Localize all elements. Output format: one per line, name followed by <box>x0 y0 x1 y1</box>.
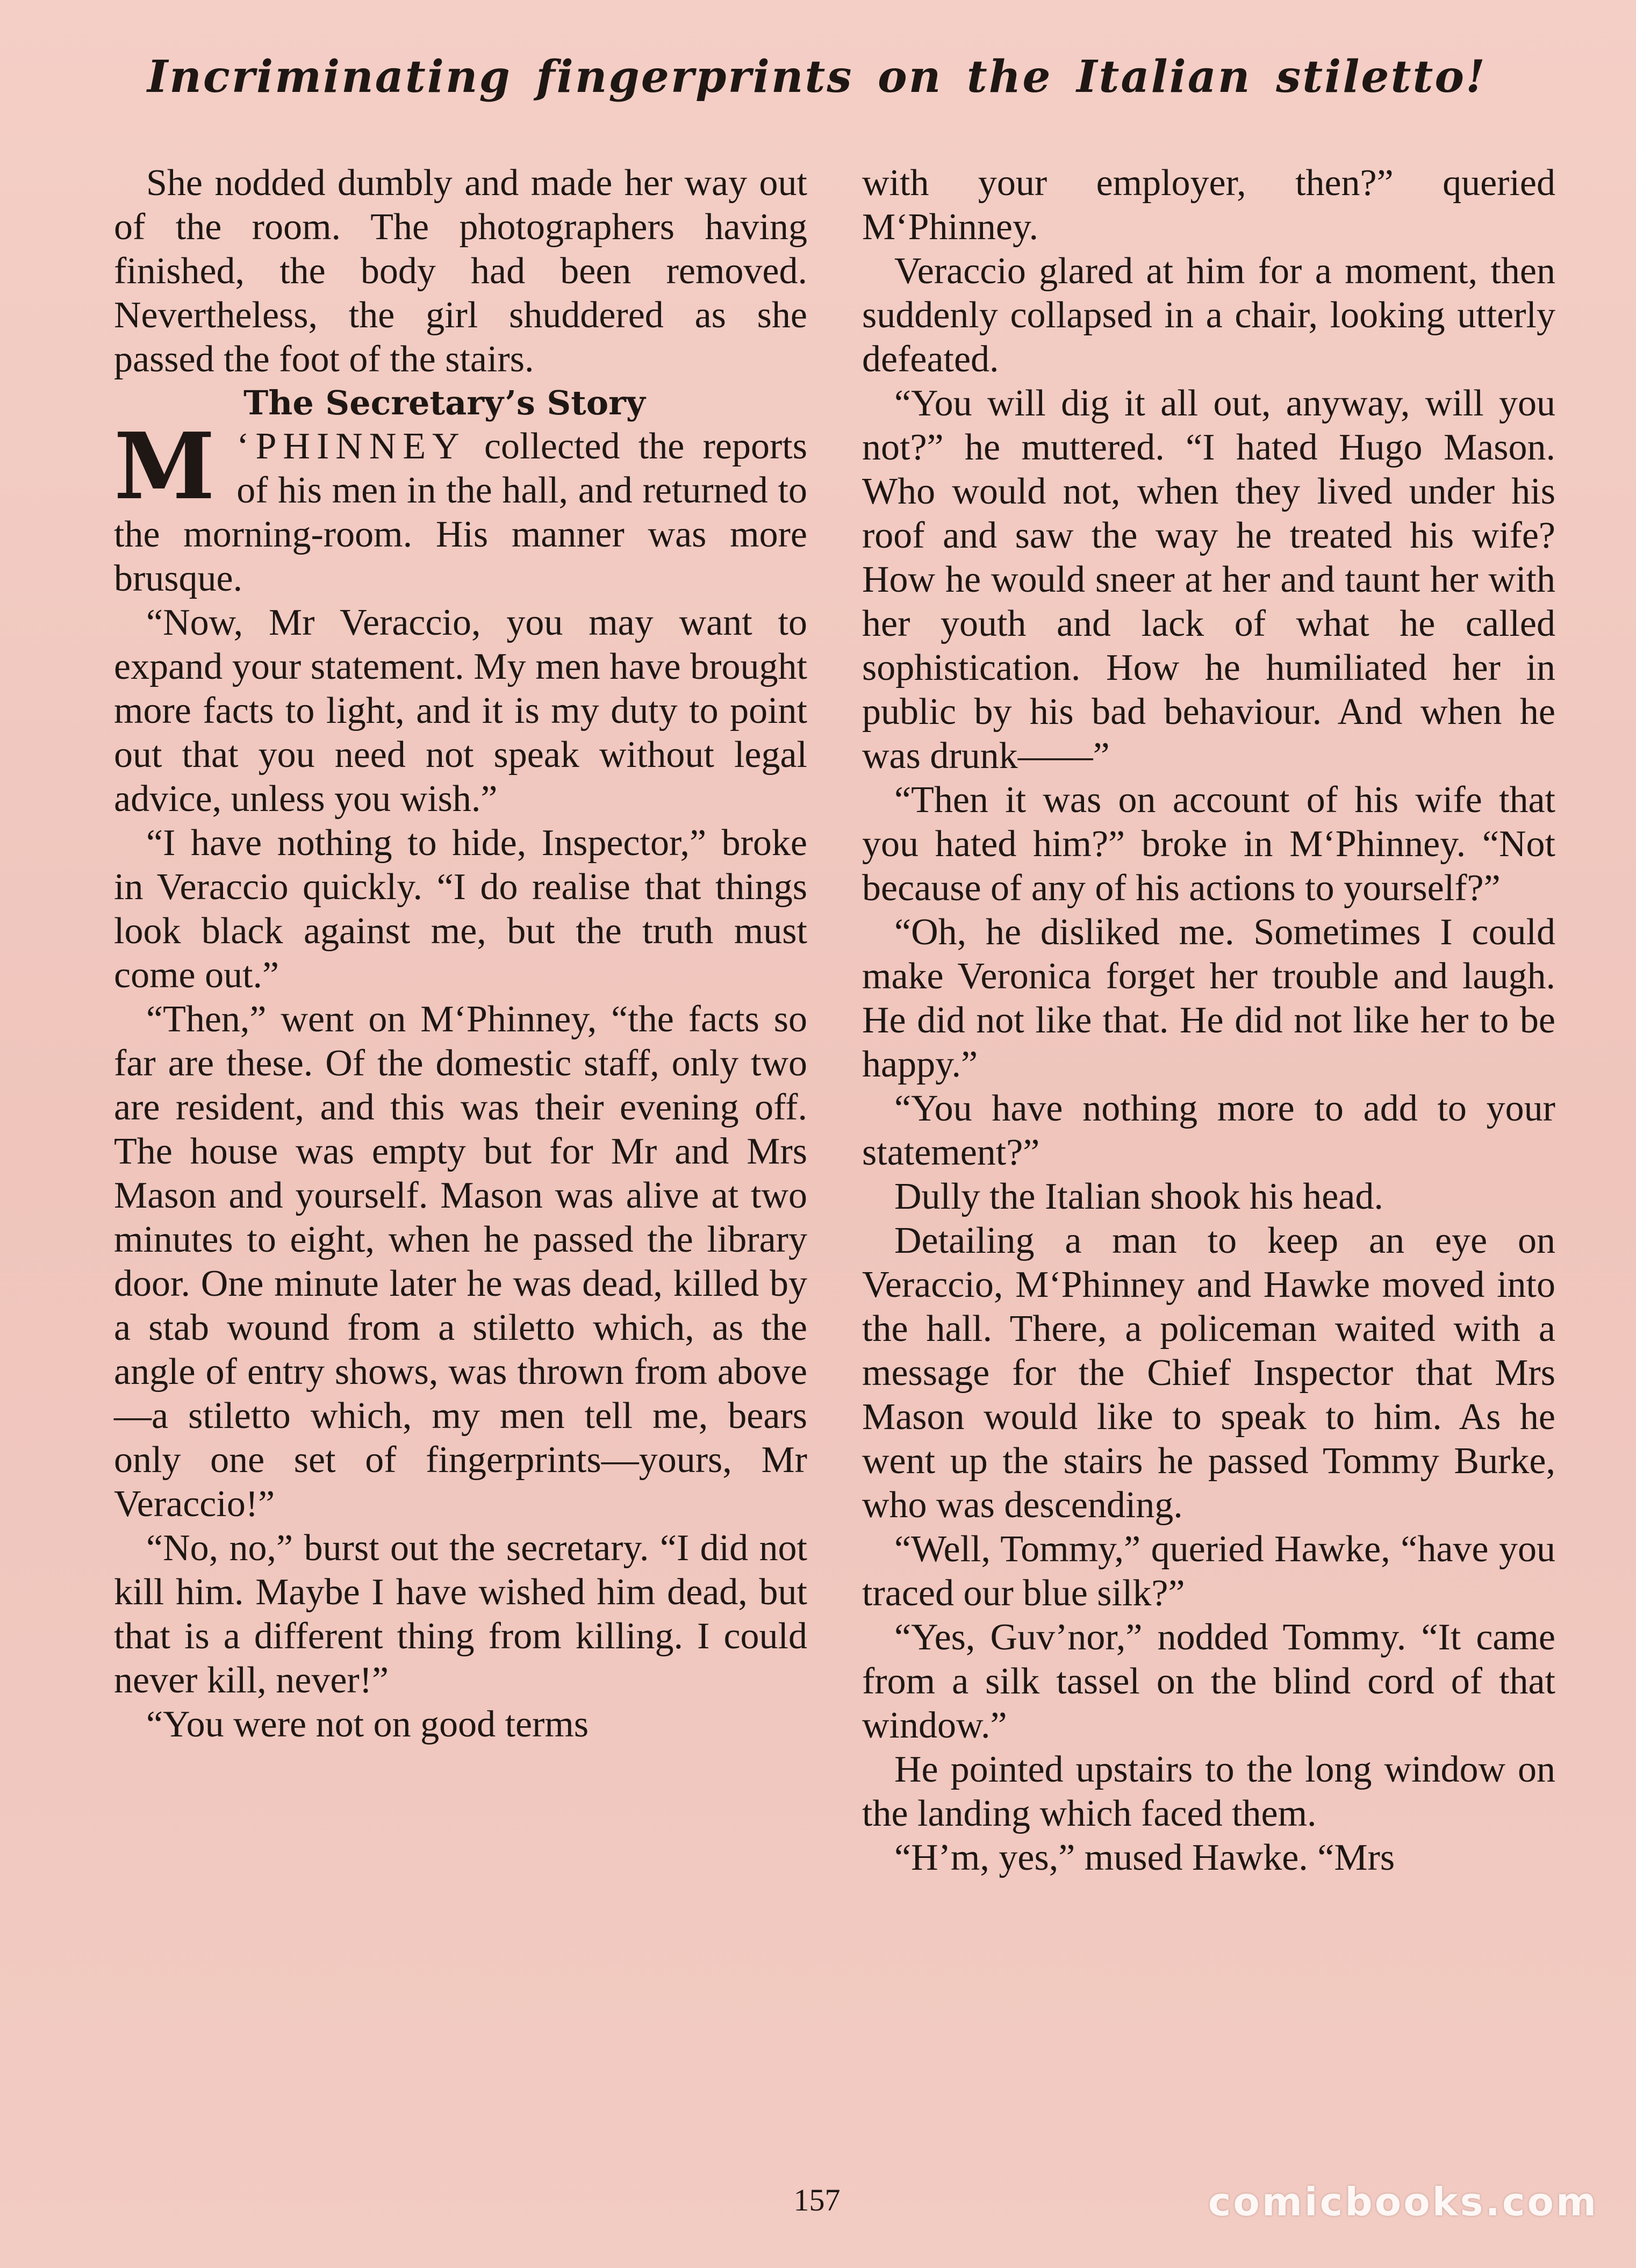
story-paragraph: “Then,” went on M‘Phinney, “the facts so far are these. Of the domestic staff, only two are resident, and this was their evening off. The house was empty but for Mr and Mrs Mason and yourself. Mason was alive at two minutes to eight, when he passed the library door. One minute later he was dead, killed by a stab wound from a stiletto which, as the angle of entry shows, was thrown from above—a stiletto which, my men tell me, bears only one set of fingerprints—yours, Mr Veraccio!” <box>114 999 807 1525</box>
dropcap-paragraph <box>114 413 807 601</box>
story-paragraph-continued: with your employer, then?” queried M‘Phinney. <box>862 162 1555 248</box>
story-paragraph: “I have nothing to hide, Inspector,” broke in Veraccio quickly. “I do realise that things look black against me, but the truth must come out.” <box>114 822 807 996</box>
story-paragraph: “Then it was on account of his wife that you hated him?” broke in M‘Phinney. “Not because of any of his actions to yourself?” <box>862 779 1555 909</box>
drop-cap-letter: M <box>114 413 216 520</box>
story-paragraph: “You have nothing more to add to your statement?” <box>862 1088 1555 1173</box>
page-headline: Incriminating fingerprints on the Italian stiletto! <box>147 51 1487 103</box>
story-paragraph: “No, no,” burst out the secretary. “I did not kill him. Maybe I have wished him dead, but that is a different thing from killing. I could never kill, never!” <box>114 1527 807 1701</box>
story-paragraph: Veraccio glared at him for a moment, then suddenly collapsed in a chair, looking utterly defeated. <box>862 250 1555 380</box>
story-paragraph: Dully the Italian shook his head. <box>894 1176 1383 1217</box>
drop-cap-rest: collected the reports of his men in the hall, and returned to the morning-room. His manner was more brusque. <box>114 426 807 599</box>
story-paragraph: “Now, Mr Veraccio, you may want to expand your statement. My men have brought more facts to light, and it is my duty to point out that you need not speak without legal advice, unless you wish.” <box>114 602 807 820</box>
story-paragraph: “You were not on good terms <box>146 1704 589 1745</box>
story-paragraph: She nodded dumbly and made her way out of the room. The photographers having finished, the body had been removed. Nevertheless, the girl shuddered as she passed the foot of the stairs. <box>114 162 807 380</box>
section-subhead: The Secretary’s Story <box>243 383 645 422</box>
story-paragraph: Detailing a man to keep an eye on Veraccio, M‘Phinney and Hawke moved into the hall. There, a policeman waited with a message for the Chief Inspector that Mrs Mason would like to speak to him. As he went up the stairs he passed Tommy Burke, who was descending. <box>862 1220 1555 1526</box>
drop-cap-smallcaps: ‘PHINNEY <box>236 426 466 467</box>
story-paragraph: “Well, Tommy,” queried Hawke, “have you traced our blue silk?” <box>862 1528 1555 1614</box>
right-column <box>862 161 1555 1880</box>
story-paragraph: “Oh, he disliked me. Sometimes I could make Veronica forget her trouble and laugh. He did not like that. He did not like her to be happy.” <box>862 911 1555 1085</box>
story-paragraph: He pointed upstairs to the long window on the landing which faced them. <box>862 1749 1555 1834</box>
page-number: 157 <box>793 2183 841 2217</box>
story-paragraph: “You will dig it all out, anyway, will you not?” he muttered. “I hated Hugo Mason. Who would not, when they lived under his roof and saw the way he treated his wife? How he would sneer at her and taunt her with her youth and lack of what he called sophistication. How he humiliated her in public by his bad behaviour. And when he was drunk——” <box>862 383 1555 777</box>
story-paragraph: “H’m, yes,” mused Hawke. “Mrs <box>894 1837 1395 1878</box>
site-watermark: comicbooks.com <box>1208 2179 1598 2224</box>
story-paragraph: “Yes, Guv’nor,” nodded Tommy. “It came from a silk tassel on the blind cord of that window.” <box>862 1617 1555 1746</box>
left-column <box>114 161 807 1747</box>
